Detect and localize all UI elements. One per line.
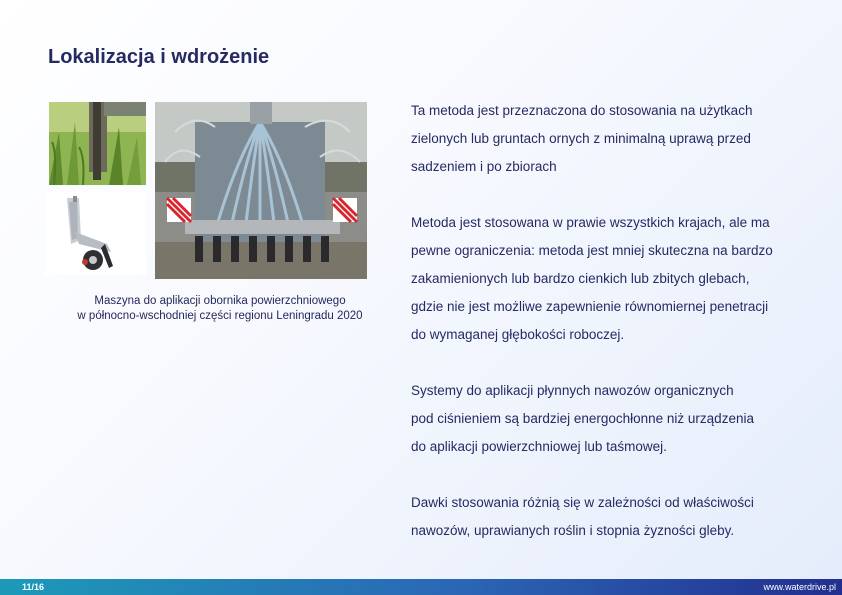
paragraph-scope: [411, 97, 811, 181]
text-line: do aplikacji powierzchniowej lub taśmowej.: [411, 439, 667, 454]
footer-bar: [0, 579, 842, 595]
paragraph-limitations: [411, 209, 811, 349]
text-line: zielonych lub gruntach ornych z minimalną uprawą przed: [411, 131, 751, 146]
photo-tool-in-grass: [49, 102, 146, 185]
text-line: Systemy do aplikacji płynnych nawozów organicznych: [411, 383, 734, 398]
body-text: [411, 97, 811, 573]
text-line: zakamienionych lub bardzo cienkich lub zbitych glebach,: [411, 271, 750, 286]
caption-line: w północno-wschodniej części regionu Leningradu 2020: [77, 310, 363, 322]
photo-caption: [50, 294, 390, 324]
text-line: Ta metoda jest przeznaczona do stosowania na użytkach: [411, 103, 753, 118]
paragraph-doses: [411, 489, 811, 545]
text-line: Dawki stosowania różnią się w zależności od właściwości: [411, 495, 754, 510]
text-line: Metoda jest stosowana w prawie wszystkich krajach, ale ma: [411, 215, 770, 230]
slide-title: Lokalizacja i wdrożenie: [48, 46, 270, 68]
text-line: pod ciśnieniem są bardziej energochłonne niż urządzenia: [411, 411, 754, 426]
text-line: sadzeniem i po zbiorach: [411, 159, 557, 174]
caption-line: Maszyna do aplikacji obornika powierzchniowego: [94, 295, 346, 307]
page-number: 11/16: [22, 582, 45, 592]
website-link[interactable]: www.waterdrive.pl: [763, 582, 836, 592]
text-line: nawozów, uprawianych roślin i stopnia żyzności gleby.: [411, 523, 735, 538]
text-line: pewne ograniczenia: metoda jest mniej skuteczna na bardzo: [411, 243, 773, 258]
text-line: gdzie nie jest możliwe zapewnienie równomiernej penetracji: [411, 299, 769, 314]
photo-manure-applicator: [155, 102, 367, 279]
photo-applicator-section: [45, 192, 146, 275]
text-line: do wymaganej głębokości roboczej.: [411, 327, 625, 342]
paragraph-energy: [411, 377, 811, 461]
